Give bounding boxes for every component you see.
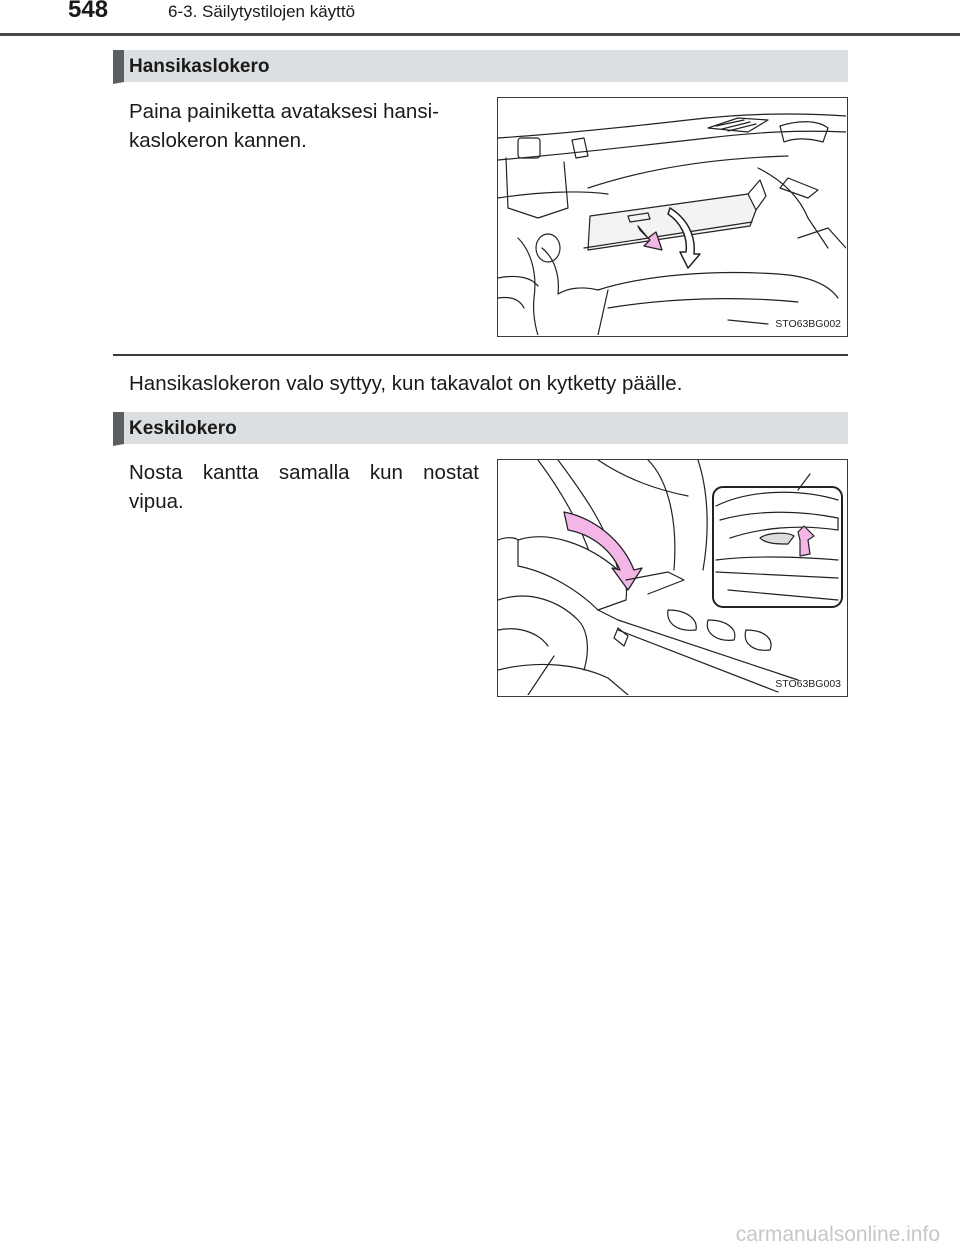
header-rule [0, 33, 960, 36]
figure-code: STO63BG002 [775, 318, 841, 330]
section-divider [113, 354, 848, 356]
console-box-illustration [497, 459, 848, 697]
instruction-line: Nosta kantta samalla kun nostat [129, 461, 479, 484]
page-number: 548 [68, 0, 109, 23]
section-header-glovebox [113, 50, 848, 84]
instruction-line: vipua. [129, 490, 184, 513]
section-title: Hansikaslokero [129, 56, 270, 77]
instruction-line: Paina painiketta avataksesi hansi- [129, 100, 439, 123]
section-title: Keskilokero [129, 418, 237, 439]
console-box-drawing [498, 460, 846, 695]
instruction-line: kaslokeron kannen. [129, 129, 307, 152]
glovebox-drawing [498, 98, 846, 335]
chapter-title: 6-3. Säilytystilojen käyttö [168, 2, 356, 21]
glovebox-light-note: Hansikaslokeron valo syttyy, kun takavalot on kytketty päälle. [129, 372, 683, 395]
section-header-console-box [113, 412, 848, 446]
console-box-instruction [129, 458, 479, 516]
glovebox-illustration [497, 97, 848, 337]
figure-code: STO63BG003 [775, 678, 841, 690]
glovebox-instruction [129, 97, 479, 155]
watermark: carmanualsonline.info [735, 1223, 940, 1246]
